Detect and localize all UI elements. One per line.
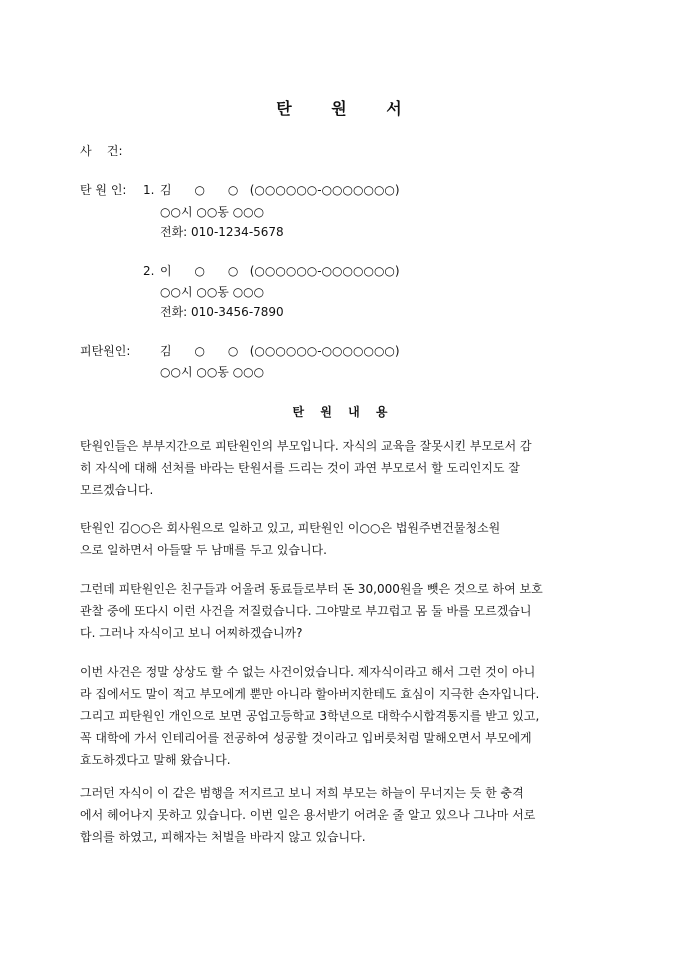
paragraph-line: 합의를 하였고, 피해자는 처벌을 바라지 않고 있습니다. xyxy=(80,830,366,844)
petitioner-1-name: 김 ○ ○ (○○○○○○-○○○○○○○) xyxy=(160,183,400,197)
paragraph-line: 으로 일하면서 아들딸 두 남매를 두고 있습니다. xyxy=(80,543,327,557)
petitioner-1-address: ○○시 ○○동 ○○○ xyxy=(160,205,265,219)
paragraph-line: 그러던 자식이 이 같은 범행을 저지르고 보니 저희 부모는 하늘이 무너지는 듯 한 충격 xyxy=(80,786,524,800)
paragraph-4 xyxy=(80,661,600,771)
section-title: 탄 원 내 용 xyxy=(292,405,388,419)
paragraph-line: 라 집에서도 말이 적고 부모에게 뿐만 아니라 할아버지한테도 효심이 지극한 손자입니다. xyxy=(80,687,540,701)
paragraph-line: 이번 사건은 정말 상상도 할 수 없는 사건이었습니다. 제자식이라고 해서 그런 것이 아니 xyxy=(80,665,536,679)
paragraph-line: 그런데 피탄원인은 친구들과 어울려 동료들로부터 돈 30,000원을 뺏은 것으로 하여 보호 xyxy=(80,582,543,596)
subject-label: 피탄원인: xyxy=(80,344,131,358)
case-label: 사 건: xyxy=(80,144,123,158)
paragraph-1 xyxy=(80,435,600,501)
paragraph-line: 다. 그러나 자식이고 보니 어찌하겠습니까? xyxy=(80,626,303,640)
paragraph-line: 효도하겠다고 말해 왔습니다. xyxy=(80,753,231,767)
paragraph-5 xyxy=(80,782,600,848)
paragraph-line: 에서 헤어나지 못하고 있습니다. 이번 일은 용서받기 어려운 줄 알고 있으나 그나마 서로 xyxy=(80,808,536,822)
paragraph-2 xyxy=(80,517,600,561)
subject-address: ○○시 ○○동 ○○○ xyxy=(160,365,265,379)
petitioner-2-number: 2. xyxy=(143,264,155,278)
petitioner-2-name: 이 ○ ○ (○○○○○○-○○○○○○○) xyxy=(160,264,400,278)
paragraph-3 xyxy=(80,578,600,644)
paragraph-line: 히 자식에 대해 선처를 바라는 탄원서를 드리는 것이 과연 부모로서 할 도리인지도 잘 xyxy=(80,461,520,475)
paragraph-line: 꼭 대학에 가서 인테리어를 전공하여 성공할 것이라고 입버릇처럼 말해오면서 부모에게 xyxy=(80,731,532,745)
paragraph-line: 탄원인들은 부부지간으로 피탄원인의 부모입니다. 자식의 교육을 잘못시킨 부모로서 감 xyxy=(80,439,532,453)
petitioner-1-number: 1. xyxy=(143,183,155,197)
document-title: 탄 원 서 xyxy=(276,99,404,118)
subject-name: 김 ○ ○ (○○○○○○-○○○○○○○) xyxy=(160,344,400,358)
petitioner-2-phone: 전화: 010-3456-7890 xyxy=(160,305,284,319)
paragraph-line: 관찰 중에 또다시 이런 사건을 저질렀습니다. 그야말로 부끄럽고 몸 둘 바를 모르겠습니 xyxy=(80,604,532,618)
petitioner-1-phone: 전화: 010-1234-5678 xyxy=(160,225,284,239)
paragraph-line: 모르겠습니다. xyxy=(80,483,154,497)
paragraph-line: 탄원인 김○○은 회사원으로 일하고 있고, 피탄원인 이○○은 법원주변건물청소원 xyxy=(80,521,501,535)
paragraph-line: 그리고 피탄원인 개인으로 보면 공업고등학교 3학년으로 대학수시합격통지를 받고 있고, xyxy=(80,709,540,723)
petitioner-label: 탄 원 인: xyxy=(80,183,127,197)
petitioner-2-address: ○○시 ○○동 ○○○ xyxy=(160,285,265,299)
